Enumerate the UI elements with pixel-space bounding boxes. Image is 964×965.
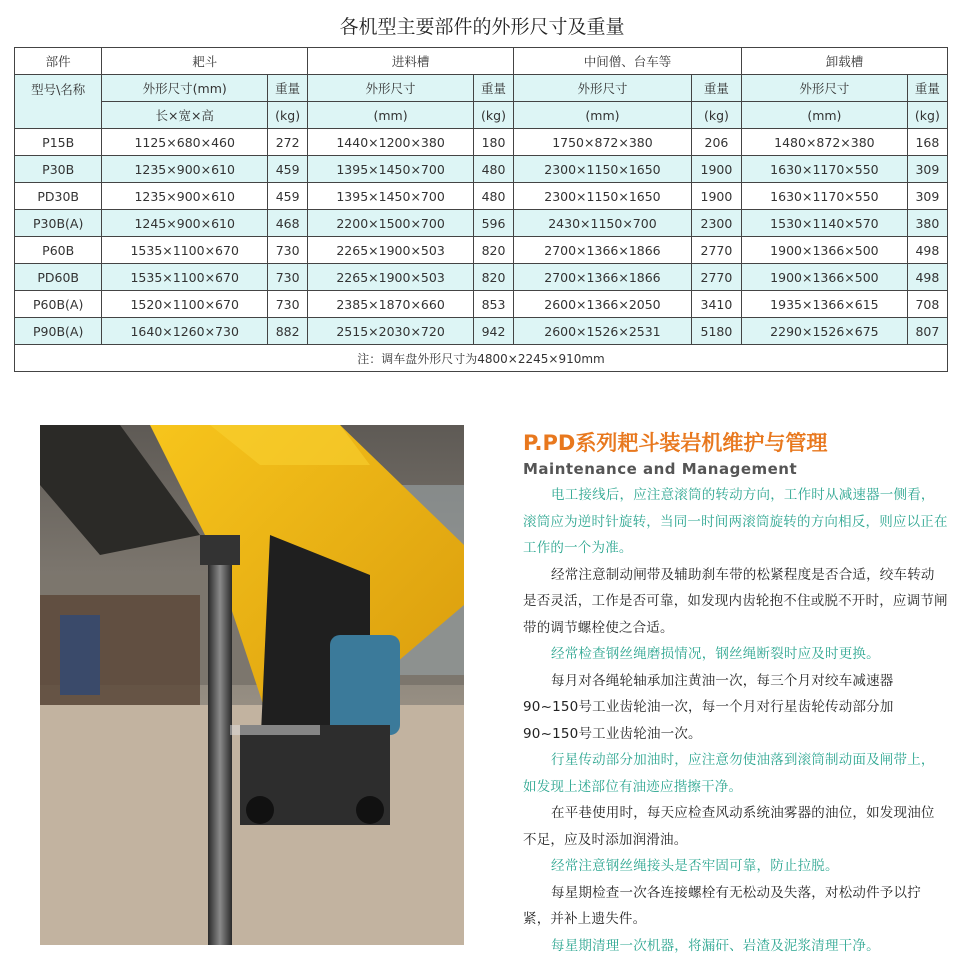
table-row: [15, 318, 948, 345]
cell-model: PD60B: [15, 264, 102, 291]
cell-model: PD30B: [15, 183, 102, 210]
cell-b-w: 459: [268, 183, 308, 210]
cell-f-w: 820: [473, 264, 513, 291]
cell-m-dim: 2300×1150×1650: [514, 156, 692, 183]
maintenance-paragraph: 每月对各绳轮轴承加注黄油一次，每三个月对绞车减速器90~150号工业齿轮油一次，每一个月对行星齿轮传动部分加90~150号工业齿轮油一次。: [523, 672, 894, 742]
subheader-weight: 重量: [691, 75, 741, 102]
cell-m-w: 2770: [691, 264, 741, 291]
maintenance-paragraph: 经常注意钢丝绳接头是否牢固可靠，防止拉脱。: [551, 858, 839, 874]
cell-f-w: 853: [473, 291, 513, 318]
subheader-weight: 重量: [907, 75, 947, 102]
table-title: 各机型主要部件的外形尺寸及重量: [339, 16, 625, 38]
cell-m-dim: 2600×1526×2531: [514, 318, 692, 345]
cell-f-dim: 1440×1200×380: [308, 129, 474, 156]
cell-f-dim: 2265×1900×503: [308, 237, 474, 264]
subheader-dim-unit: (mm): [514, 102, 692, 129]
cell-model: P30B: [15, 156, 102, 183]
cell-f-w: 480: [473, 183, 513, 210]
table-row: [15, 183, 948, 210]
cell-f-dim: 1395×1450×700: [308, 183, 474, 210]
cell-f-w: 596: [473, 210, 513, 237]
table-row: [15, 210, 948, 237]
table-header-row: [15, 48, 948, 75]
cell-f-w: 480: [473, 156, 513, 183]
cell-f-dim: 2385×1870×660: [308, 291, 474, 318]
background-worker: [60, 615, 100, 695]
cell-model: P60B: [15, 237, 102, 264]
scraper-loader-illustration: [40, 425, 464, 945]
cell-u-w: 168: [907, 129, 947, 156]
table-row: [15, 264, 948, 291]
cell-b-w: 730: [268, 237, 308, 264]
cell-model: P30B(A): [15, 210, 102, 237]
table-row: [15, 129, 948, 156]
wheel: [356, 796, 384, 824]
subheader-weight: 重量: [473, 75, 513, 102]
cell-m-dim: 2300×1150×1650: [514, 183, 692, 210]
cell-b-w: 459: [268, 156, 308, 183]
cell-m-w: 2300: [691, 210, 741, 237]
cell-f-w: 820: [473, 237, 513, 264]
cell-m-dim: 2600×1366×2050: [514, 291, 692, 318]
cell-m-w: 3410: [691, 291, 741, 318]
cell-u-dim: 1480×872×380: [742, 129, 908, 156]
motor-housing: [330, 635, 400, 735]
maintenance-paragraphs: [523, 482, 948, 959]
maintenance-paragraph: 经常注意制动闸带及辅助刹车带的松紧程度是否合适，绞车转动是否灵活，工作是否可靠，如发现内齿轮抱不住或脱不开时，应调节闸带的调节螺栓使之合适。: [523, 566, 948, 636]
cell-m-dim: 2430×1150×700: [514, 210, 692, 237]
header-feed: 进料槽: [308, 48, 514, 75]
cell-b-dim: 1125×680×460: [102, 129, 268, 156]
cell-model: P15B: [15, 129, 102, 156]
wheel: [246, 796, 274, 824]
cell-model: P60B(A): [15, 291, 102, 318]
table-subheader-row-2: [15, 102, 948, 129]
subheader-weight-unit: (kg): [691, 102, 741, 129]
cell-b-w: 468: [268, 210, 308, 237]
support-column: [208, 535, 232, 945]
cell-f-w: 180: [473, 129, 513, 156]
cell-u-w: 498: [907, 237, 947, 264]
maintenance-section: [523, 428, 948, 959]
table-row: [15, 291, 948, 318]
machine-photo: [40, 425, 464, 945]
cell-b-dim: 1535×1100×670: [102, 237, 268, 264]
subheader-dim-unit: (mm): [742, 102, 908, 129]
cell-u-w: 498: [907, 264, 947, 291]
cell-m-w: 1900: [691, 156, 741, 183]
subheader-bucket-dim: 外形尺寸(mm): [102, 75, 268, 102]
header-unload: 卸载槽: [742, 48, 948, 75]
cell-b-w: 730: [268, 264, 308, 291]
cell-u-w: 807: [907, 318, 947, 345]
maintenance-paragraph: 经常检查钢丝绳磨损情况，钢丝绳断裂时应及时更换。: [551, 646, 880, 662]
subheader-feed-dim: 外形尺寸: [308, 75, 474, 102]
subheader-weight-unit: (kg): [907, 102, 947, 129]
spec-table: [14, 47, 948, 372]
maintenance-paragraph: 每星期清理一次机器，将漏矸、岩渣及泥浆清理干净。: [551, 937, 880, 954]
table-note: 注：调车盘外形尺寸为4800×2245×910mm: [15, 345, 948, 372]
cell-f-w: 942: [473, 318, 513, 345]
cell-m-dim: 1750×872×380: [514, 129, 692, 156]
cell-b-w: 882: [268, 318, 308, 345]
cell-u-w: 309: [907, 183, 947, 210]
table-note-row: [15, 345, 948, 372]
header-middle: 中间僧、台车等: [514, 48, 742, 75]
cell-u-dim: 1530×1140×570: [742, 210, 908, 237]
table-subheader-row: [15, 75, 948, 102]
cell-u-dim: 1630×1170×550: [742, 183, 908, 210]
cell-f-dim: 2515×2030×720: [308, 318, 474, 345]
cell-u-w: 380: [907, 210, 947, 237]
subheader-model: 型号\名称: [15, 75, 102, 129]
cell-u-w: 309: [907, 156, 947, 183]
cell-b-w: 272: [268, 129, 308, 156]
cell-m-dim: 2700×1366×1866: [514, 237, 692, 264]
cell-u-dim: 1630×1170×550: [742, 156, 908, 183]
cell-b-dim: 1640×1260×730: [102, 318, 268, 345]
maintenance-paragraph: 行星传动部分加油时，应注意勿使油落到滚筒制动面及闸带上，如发现上述部位有油迹应揩擦干净。: [523, 752, 935, 795]
cell-b-dim: 1235×900×610: [102, 156, 268, 183]
cell-b-dim: 1235×900×610: [102, 183, 268, 210]
cell-f-dim: 1395×1450×700: [308, 156, 474, 183]
cell-m-dim: 2700×1366×1866: [514, 264, 692, 291]
column-clamp: [200, 535, 240, 565]
subheader-dim-unit: (mm): [308, 102, 474, 129]
cell-u-dim: 1935×1366×615: [742, 291, 908, 318]
cell-b-w: 730: [268, 291, 308, 318]
subheader-weight-unit: (kg): [473, 102, 513, 129]
table-row: [15, 237, 948, 264]
maintenance-paragraph: 电工接线后，应注意滚筒的转动方向，工作时从减速器一侧看，滚筒应为逆时针旋转，当同一时间两滚筒旋转的方向相反，则应以正在工作的一个为准。: [523, 487, 948, 556]
cell-b-dim: 1535×1100×670: [102, 264, 268, 291]
subheader-middle-dim: 外形尺寸: [514, 75, 692, 102]
header-bucket: 耙斗: [102, 48, 308, 75]
subheader-weight: 重量: [268, 75, 308, 102]
header-part: 部件: [15, 48, 102, 75]
cell-m-w: 1900: [691, 183, 741, 210]
maintenance-paragraph: 每星期检查一次各连接螺栓有无松动及失落，对松动件予以拧紧，并补上遗失件。: [523, 884, 921, 927]
maintenance-paragraph: 在平巷使用时，每天应检查风动系统油雾器的油位，如发现油位不足，应及时添加润滑油。: [523, 805, 935, 848]
cell-f-dim: 2200×1500×700: [308, 210, 474, 237]
cell-u-dim: 1900×1366×500: [742, 237, 908, 264]
maintenance-title: P.PD系列耙斗装岩机维护与管理: [523, 431, 828, 455]
cell-f-dim: 2265×1900×503: [308, 264, 474, 291]
cell-m-w: 2770: [691, 237, 741, 264]
cell-u-w: 708: [907, 291, 947, 318]
cell-m-w: 206: [691, 129, 741, 156]
subheader-weight-unit: (kg): [268, 102, 308, 129]
cell-b-dim: 1245×900×610: [102, 210, 268, 237]
subheader-unload-dim: 外形尺寸: [742, 75, 908, 102]
table-row: [15, 156, 948, 183]
cell-u-dim: 1900×1366×500: [742, 264, 908, 291]
cell-m-w: 5180: [691, 318, 741, 345]
cell-u-dim: 2290×1526×675: [742, 318, 908, 345]
maintenance-subtitle: Maintenance and Management: [523, 460, 798, 478]
tag-plate: [230, 725, 320, 735]
cell-model: P90B(A): [15, 318, 102, 345]
cell-b-dim: 1520×1100×670: [102, 291, 268, 318]
subheader-bucket-dim2: 长×宽×高: [102, 102, 268, 129]
